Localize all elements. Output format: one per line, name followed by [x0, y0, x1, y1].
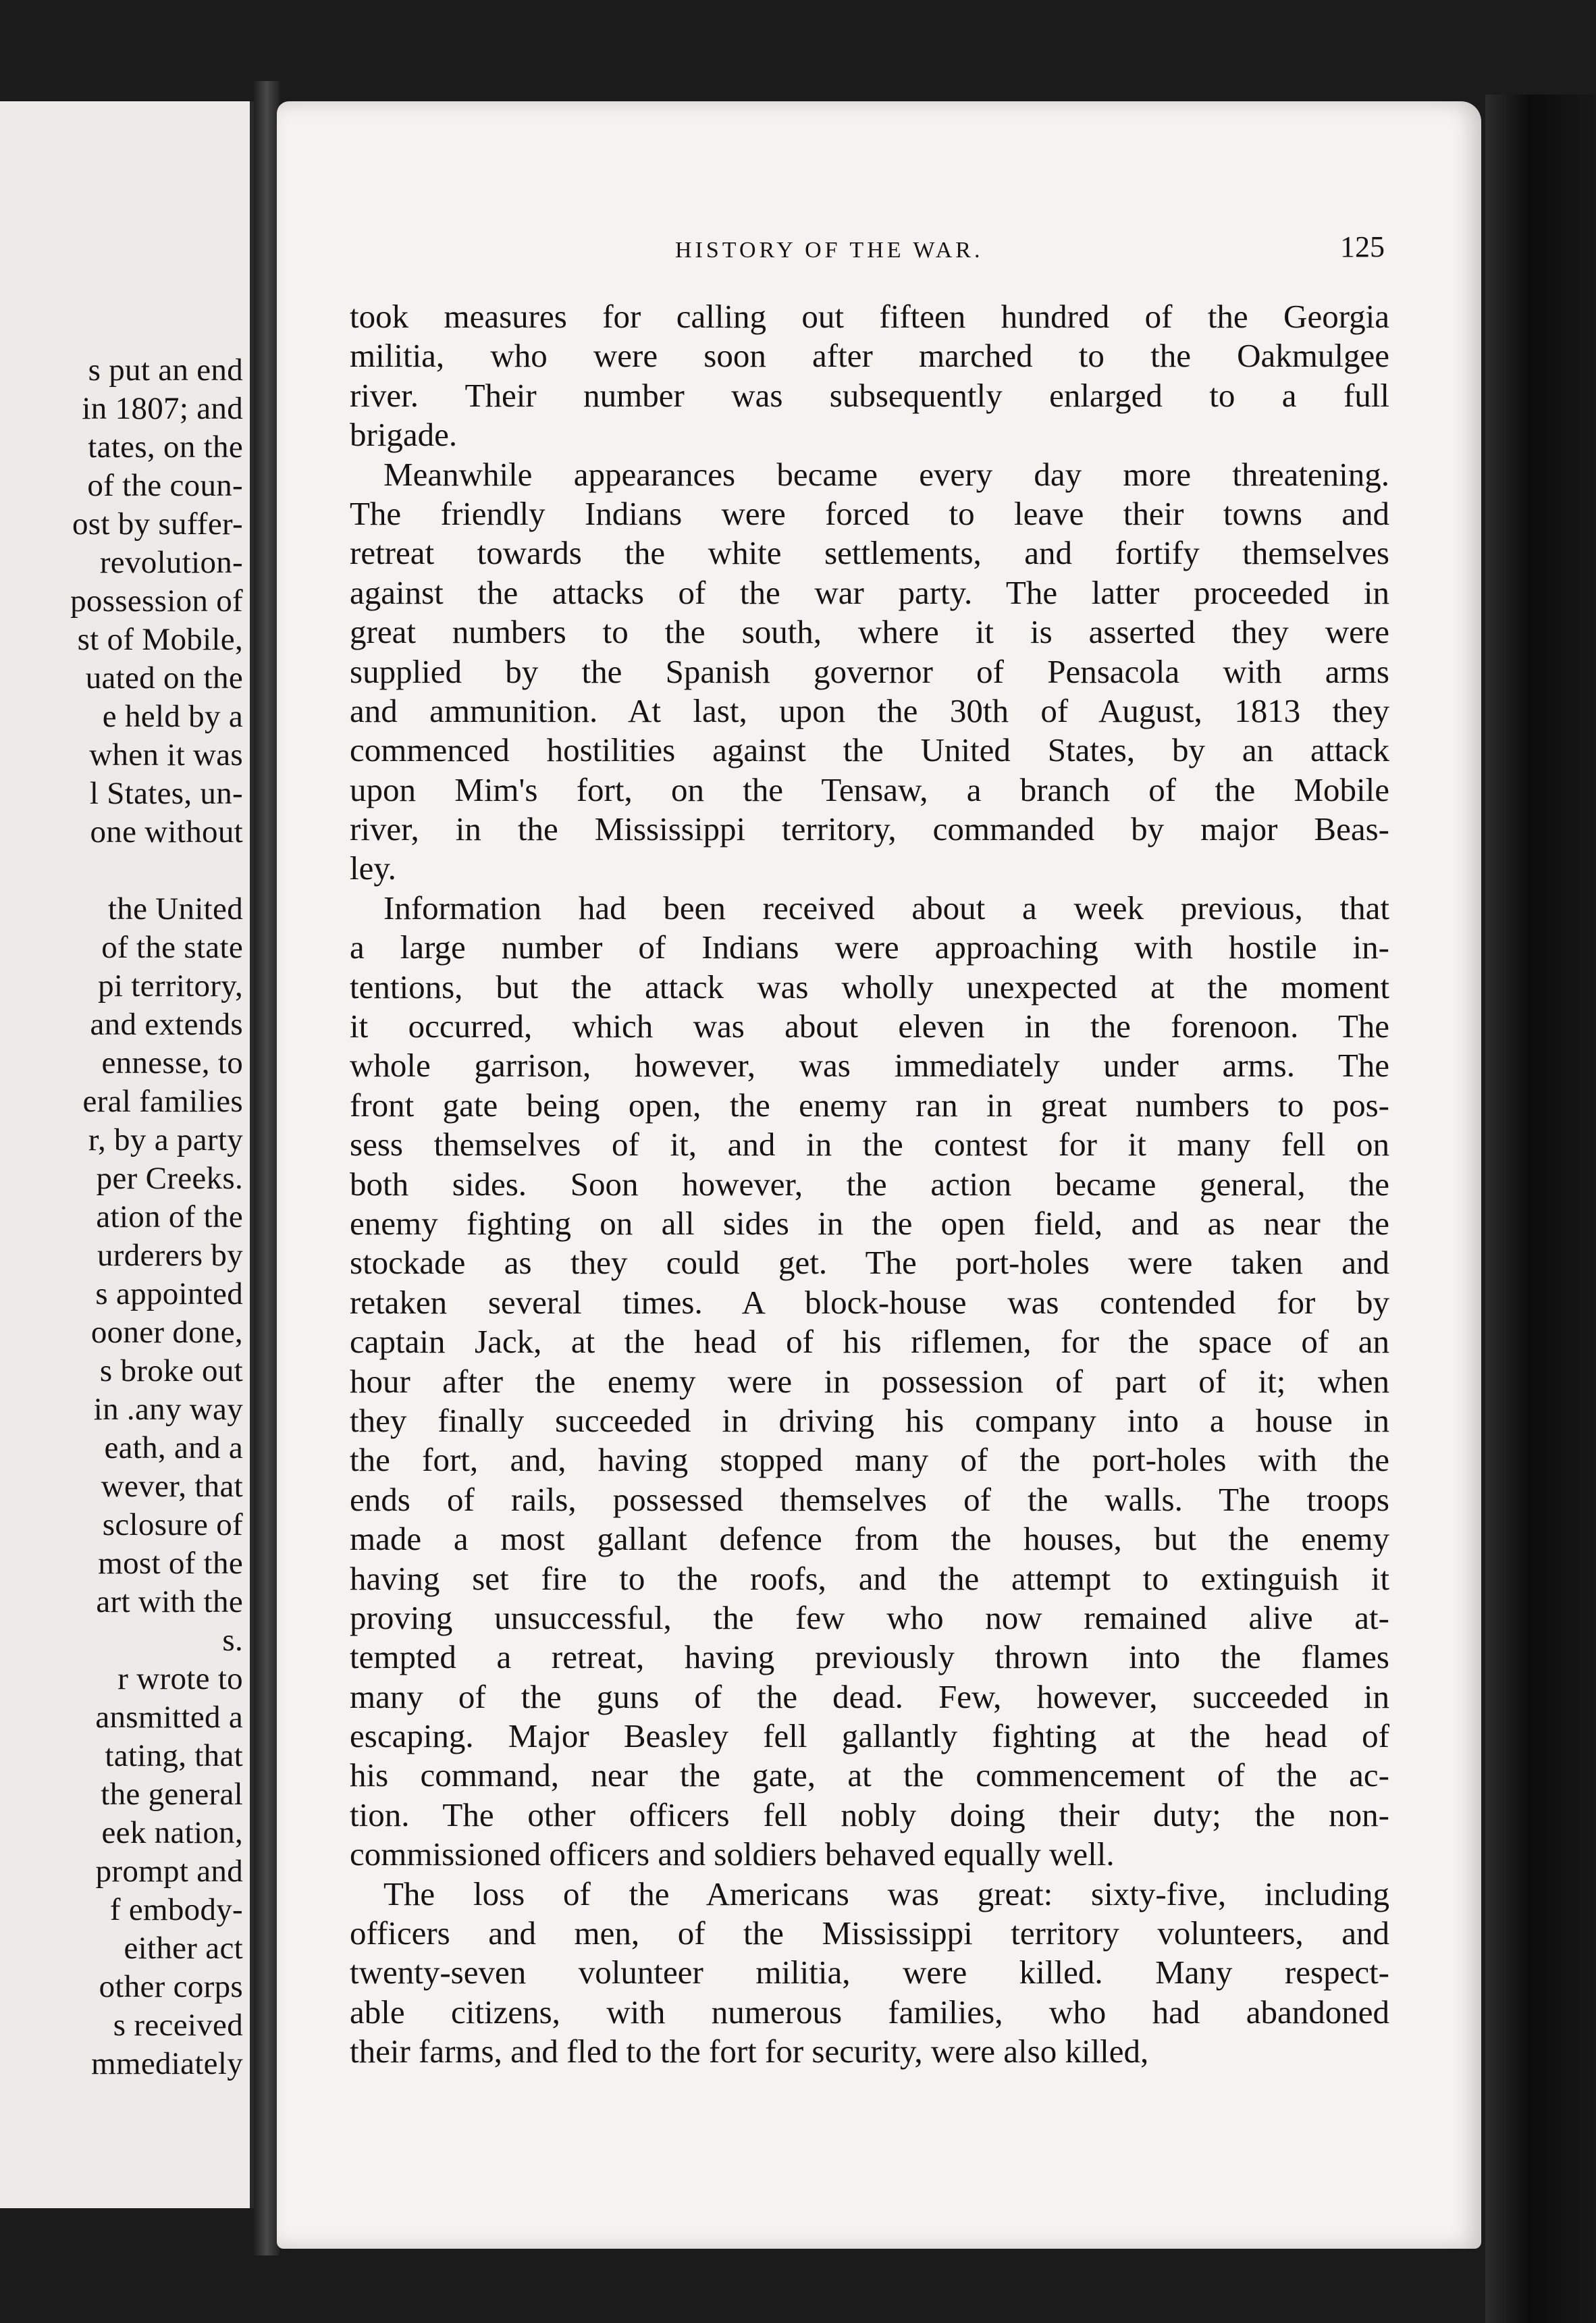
left-page-line: f embody- — [109, 1892, 243, 1927]
left-page-line: of the coun- — [87, 468, 243, 503]
body-line: front gate being open, the enemy ran in great numbers to pos- — [350, 1086, 1389, 1124]
left-page-line: the United — [107, 891, 243, 926]
body-line: tentions, but the attack was wholly unexpected at the moment — [350, 968, 1389, 1006]
page-number: 125 — [1340, 230, 1385, 263]
left-page-line: ennesse, to — [101, 1045, 243, 1080]
left-page-line: s put an end — [88, 353, 243, 388]
left-page-line: s received — [113, 2008, 243, 2043]
body-line: the fort, and, having stopped many of the port-holes with the — [350, 1441, 1389, 1479]
body-line: The loss of the Americans was great: sixty-five, including — [383, 1875, 1389, 1912]
left-page-line: urderers by — [97, 1238, 243, 1273]
body-line: twenty-seven volunteer militia, were killed. Many respect- — [350, 1954, 1389, 1991]
running-header: HISTORY OF THE WAR. — [675, 238, 984, 263]
body-line: took measures for calling out fifteen hundred of the Georgia — [350, 298, 1389, 335]
body-line: river, in the Mississippi territory, commanded by major Beas- — [350, 810, 1389, 848]
left-page-line: s broke out — [99, 1353, 243, 1388]
left-page-line: r wrote to — [117, 1661, 243, 1696]
body-line: his command, near the gate, at the commencement of the ac- — [350, 1756, 1389, 1794]
body-line: sess themselves of it, and in the contest for it many fell on — [350, 1126, 1389, 1164]
left-page-line: e held by a — [102, 699, 243, 734]
body-line: able citizens, with numerous families, who had abandoned — [350, 1993, 1389, 2031]
body-line: proving unsuccessful, the few who now remained alive at- — [350, 1598, 1389, 1636]
left-page-line: revolution- — [99, 545, 243, 580]
body-line: commissioned officers and soldiers behaved equally well. — [350, 1835, 1115, 1873]
body-line: tion. The other officers fell nobly doing their duty; the non- — [350, 1796, 1389, 1833]
left-page-line: tating, that — [105, 1738, 243, 1773]
left-page-line: other corps — [99, 1969, 243, 2004]
left-page-line: ation of the — [96, 1199, 243, 1234]
left-page-line: in 1807; and — [82, 391, 243, 426]
body-line: upon Mim's fort, on the Tensaw, a branch of the Mobile — [350, 771, 1389, 808]
body-line: retaken several times. A block-house was contended for by — [350, 1283, 1389, 1321]
body-line: retreat towards the white settlements, and fortify themselves — [350, 534, 1389, 572]
left-page-line: sclosure of — [102, 1507, 243, 1542]
body-line: Meanwhile appearances became every day more threatening. — [383, 455, 1389, 493]
left-page-line: either act — [124, 1931, 243, 1966]
left-page-line: ost by suffer- — [72, 506, 243, 542]
body-line: it occurred, which was about eleven in the forenoon. The — [350, 1008, 1389, 1045]
book-gutter — [254, 81, 280, 2255]
body-line: militia, who were soon after marched to the Oakmulgee — [350, 337, 1389, 375]
body-line: and ammunition. At last, upon the 30th of August, 1813 they — [350, 691, 1389, 729]
left-page-line: in .any way — [93, 1392, 243, 1427]
body-line: their farms, and fled to the fort for security, were also killed, — [350, 2033, 1149, 2070]
left-page-line: when it was — [89, 737, 243, 773]
body-line: tempted a retreat, having previously thrown into the flames — [350, 1638, 1389, 1676]
body-line: having set fire to the roofs, and the attempt to extinguish it — [350, 1559, 1389, 1597]
left-page-line: s. — [222, 1623, 243, 1658]
left-page-line: r, by a party — [88, 1122, 243, 1157]
body-line: ley. — [350, 850, 396, 887]
book-edge — [1485, 95, 1596, 2323]
left-page-line: s appointed — [95, 1276, 243, 1311]
left-page-line: wever, that — [101, 1469, 243, 1504]
left-page-line: one without — [90, 814, 243, 850]
left-page-line: l States, un- — [89, 776, 243, 811]
left-page-line: mmediately — [91, 2046, 243, 2081]
body-line: supplied by the Spanish governor of Pensacola with arms — [350, 652, 1389, 690]
left-page-line: ooner done, — [90, 1315, 243, 1350]
body-line: brigade. — [350, 416, 458, 454]
body-line: against the attacks of the war party. The latter proceeded in — [350, 573, 1389, 611]
body-line: ends of rails, possessed themselves of the walls. The troops — [350, 1480, 1389, 1518]
body-line: enemy fighting on all sides in the open field, and as near the — [350, 1204, 1389, 1242]
left-page-line: per Creeks. — [96, 1161, 243, 1196]
body-line: both sides. Soon however, the action became general, the — [350, 1165, 1389, 1203]
left-page-line: pi territory, — [98, 968, 243, 1003]
body-line: Information had been received about a week previous, that — [383, 889, 1389, 926]
left-page-line: possession of — [70, 583, 243, 619]
left-page-line: the general — [101, 1777, 243, 1812]
left-page-line: eath, and a — [104, 1430, 243, 1465]
left-page-line: and extends — [90, 1007, 243, 1042]
left-page-line: prompt and — [95, 1854, 243, 1889]
body-line: captain Jack, at the head of his riflemen, for the space of an — [350, 1323, 1389, 1361]
left-page — [0, 101, 254, 2208]
body-line: The friendly Indians were forced to leave their towns and — [350, 494, 1389, 532]
body-line: whole garrison, however, was immediately under arms. The — [350, 1047, 1389, 1085]
body-line: officers and men, of the Mississippi territory volunteers, and — [350, 1914, 1389, 1952]
left-page-line: ansmitted a — [95, 1700, 243, 1735]
body-line: they finally succeeded in driving his company into a house in — [350, 1401, 1389, 1439]
body-line: many of the guns of the dead. Few, however, succeeded in — [350, 1677, 1389, 1715]
body-line: made a most gallant defence from the houses, but the enemy — [350, 1520, 1389, 1558]
left-page-line: eek nation, — [101, 1815, 243, 1850]
page-body — [350, 297, 1389, 2072]
left-page-line: of the state — [101, 930, 243, 965]
left-page-line: eral families — [82, 1084, 243, 1119]
body-line: escaping. Major Beasley fell gallantly fighting at the head of — [350, 1717, 1389, 1755]
body-line: great numbers to the south, where it is asserted they were — [350, 613, 1389, 651]
left-page-line: st of Mobile, — [77, 622, 243, 657]
left-page-line: most of the — [98, 1546, 243, 1581]
left-page-line: tates, on the — [88, 429, 243, 465]
left-page-line: art with the — [96, 1584, 243, 1619]
body-line: commenced hostilities against the United States, by an attack — [350, 731, 1389, 769]
body-line: hour after the enemy were in possession of part of it; when — [350, 1362, 1389, 1400]
left-page-line: uated on the — [85, 660, 243, 696]
body-line: stockade as they could get. The port-holes were taken and — [350, 1244, 1389, 1282]
body-line: river. Their number was subsequently enlarged to a full — [350, 376, 1389, 414]
body-line: a large number of Indians were approaching with hostile in- — [350, 929, 1389, 966]
